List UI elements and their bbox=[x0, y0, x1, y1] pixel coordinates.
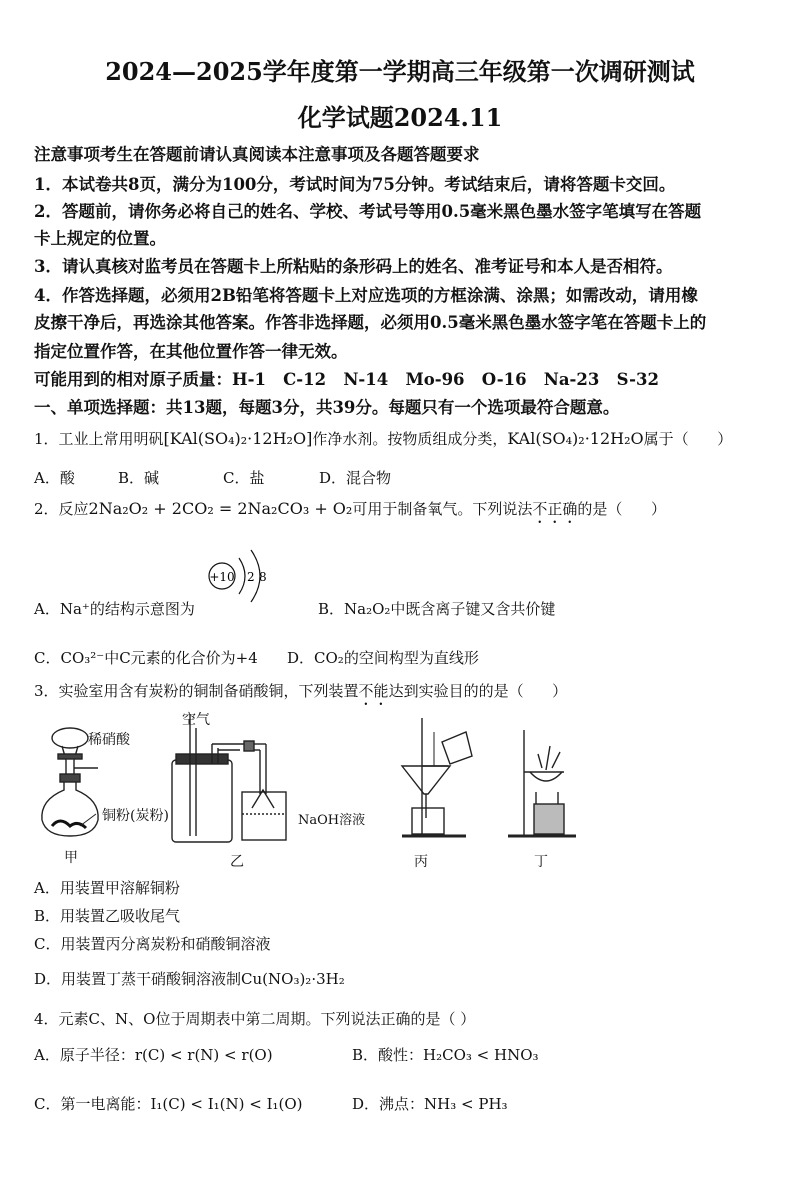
q1-mid: 作净水剂。按物质组成分类， bbox=[312, 430, 508, 448]
q1-option-b: B．碱 bbox=[118, 469, 160, 487]
page-title: 2024—2025学年度第一学期高三年级第一次调研测试 bbox=[105, 57, 695, 86]
q2-option-a: A．Na⁺的结构示意图为 bbox=[34, 600, 195, 618]
q2-option-c: C．CO₃²⁻中C元素的化合价为+4 bbox=[34, 649, 258, 667]
label-air: 空气 bbox=[182, 712, 210, 728]
question-1-stem bbox=[34, 428, 732, 449]
atomic-mass-values: H-1 C-12 N-14 Mo-96 O-16 Na-23 S-32 bbox=[232, 370, 659, 389]
q3-emphasis: 不能 bbox=[358, 682, 389, 700]
atomic-mass-line bbox=[34, 366, 659, 390]
q1-pre: 1．工业上常用明矾 bbox=[34, 430, 164, 448]
notice-item: 3．请认真核对监考员在答题卡上所粘贴的条形码上的姓名、准考证号和本人是否相符。 bbox=[34, 257, 673, 276]
notice-item: 卡上规定的位置。 bbox=[34, 229, 166, 248]
q2-post: 的是（ ） bbox=[577, 500, 666, 518]
notice-item: 皮擦干净后，再选涂其他答案。作答非选择题，必须用0.5毫米黑色墨水签字笔在答题卡上的 bbox=[34, 313, 707, 332]
label-copper-powder: 铜粉(炭粉) bbox=[102, 808, 169, 824]
q2-emphasis: 不正确 bbox=[532, 500, 578, 518]
q3-option-a: A．用装置甲溶解铜粉 bbox=[34, 879, 180, 897]
notice-item: 2．答题前，请你务必将自己的姓名、学校、考试号等用0.5毫米黑色墨水签字笔填写在答题 bbox=[34, 202, 702, 221]
q3-option-d: D．用装置丁蒸干硝酸铜溶液制Cu(NO₃)₂·3H₂ bbox=[34, 970, 345, 988]
q2-option-b: B．Na₂O₂中既含离子键又含共价键 bbox=[318, 600, 556, 618]
label-bing: 丙 bbox=[414, 854, 428, 870]
q2-option-d: D．CO₂的空间构型为直线形 bbox=[287, 649, 479, 667]
q3-post: 达到实验目的的是（ ） bbox=[388, 682, 568, 700]
q1-option-d: D．混合物 bbox=[319, 469, 392, 487]
sodium-ion-structure-diagram bbox=[205, 544, 275, 614]
shell2-count: 8 bbox=[259, 570, 267, 584]
label-ding: 丁 bbox=[534, 854, 548, 870]
q1-formula: [KAl(SO₄)₂·12H₂O] bbox=[163, 429, 313, 448]
q2-pre: 2．反应 bbox=[34, 500, 89, 518]
q4-option-c: C．第一电离能：I₁(C) < I₁(N) < I₁(O) bbox=[34, 1095, 303, 1113]
shell1-count: 2 bbox=[247, 570, 255, 584]
question-2-stem bbox=[34, 498, 666, 527]
apparatus-ding bbox=[508, 730, 576, 836]
apparatus-figure bbox=[30, 708, 590, 870]
q3-option-b: B．用装置乙吸收尾气 bbox=[34, 907, 181, 925]
q2-mid: 可用于制备氧气。下列说法 bbox=[352, 500, 533, 518]
notice-item: 4．作答选择题，必须用2B铅笔将答题卡上对应选项的方框涂满、涂黑；如需改动，请用橡 bbox=[34, 286, 698, 305]
q1-option-c: C．盐 bbox=[223, 469, 265, 487]
q3-option-c: C．用装置丙分离炭粉和硝酸铜溶液 bbox=[34, 935, 271, 953]
q3-pre: 3．实验室用含有炭粉的铜制备硝酸铜，下列装置 bbox=[34, 682, 359, 700]
q1-formula2: KAl(SO₄)₂·12H₂O bbox=[507, 429, 644, 448]
label-yi: 乙 bbox=[230, 854, 244, 870]
apparatus-yi bbox=[172, 714, 286, 842]
q1-option-a: A．酸 bbox=[34, 469, 75, 487]
apparatus-bing bbox=[402, 718, 472, 836]
nucleus-charge: +10 bbox=[209, 570, 235, 584]
question-3-stem bbox=[34, 680, 567, 709]
q2-equation: 2Na₂O₂ + 2CO₂ = 2Na₂CO₃ + O₂ bbox=[88, 499, 353, 518]
notice-item: 指定位置作答，在其他位置作答一律无效。 bbox=[34, 342, 348, 361]
q4-option-a: A．原子半径：r(C) < r(N) < r(O) bbox=[34, 1046, 273, 1064]
q4-option-d: D．沸点：NH₃ < PH₃ bbox=[352, 1095, 508, 1113]
label-dilute-nitric-acid: 稀硝酸 bbox=[88, 732, 130, 748]
atomic-mass-label: 可能用到的相对原子质量： bbox=[34, 370, 232, 389]
question-4-stem: 4．元素C、N、O位于周期表中第二周期。下列说法正确的是（ ） bbox=[34, 1010, 476, 1028]
label-jia: 甲 bbox=[64, 850, 78, 866]
notice-item: 1．本试卷共8页，满分为100分，考试时间为75分钟。考试结束后，请将答题卡交回。 bbox=[34, 175, 676, 194]
electron-shell-1 bbox=[239, 558, 245, 594]
page-subtitle: 化学试题2024.11 bbox=[297, 103, 503, 132]
section-heading: 一、单项选择题：共13题，每题3分，共39分。每题只有一个选项最符合题意。 bbox=[34, 398, 620, 417]
notice-heading: 注意事项考生在答题前请认真阅读本注意事项及各题答题要求 bbox=[34, 145, 480, 164]
q4-option-b: B．酸性：H₂CO₃ < HNO₃ bbox=[352, 1046, 539, 1064]
label-naoh-solution: NaOH溶液 bbox=[298, 813, 366, 828]
q1-post: 属于（ ） bbox=[643, 430, 733, 448]
